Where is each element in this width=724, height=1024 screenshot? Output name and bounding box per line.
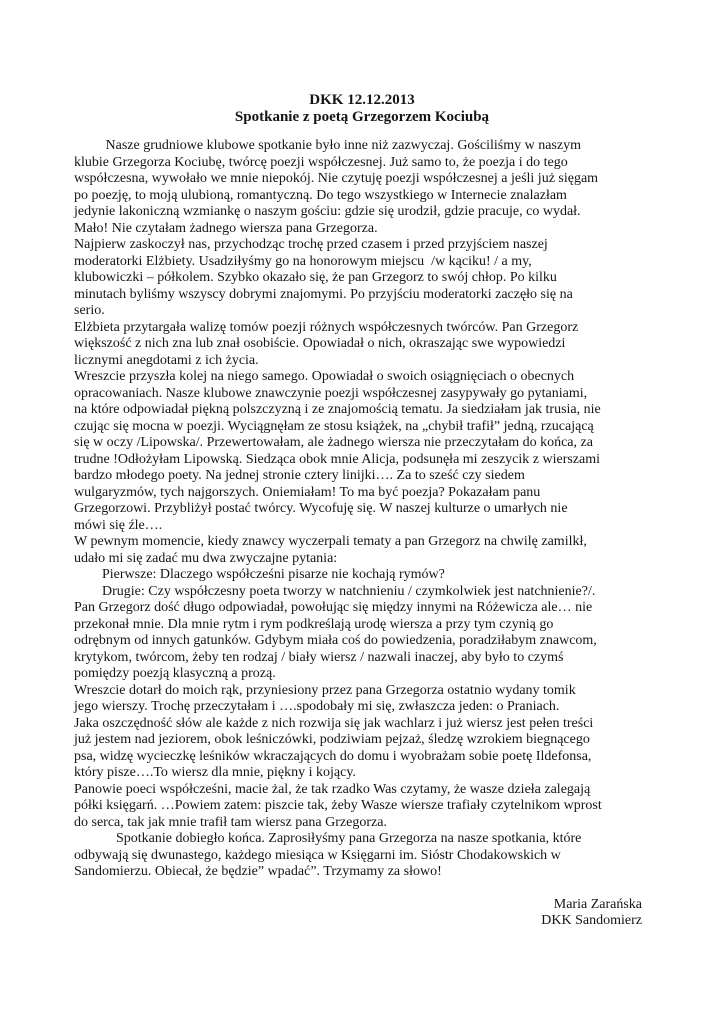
text-line: Wreszcie dotarł do moich rąk, przyniesiony przez pana Grzegorza ostatnio wydany tomik xyxy=(74,682,576,698)
text-line: pomiędzy poezją klasyczną a prozą. xyxy=(74,666,276,681)
text-line: moderatorki Elżbiety. Usadziłyśmy go na honorowym miejscu /w kąciku! / a my, xyxy=(74,253,532,269)
text-line: do serca, tak jak mnie trafił tam wiersz pana Grzegorza. xyxy=(74,814,387,830)
text-line: półki księgarń. …Powiem zatem: piszcie tak, żeby Wasze wiersze trafiały czytelnikom wprost xyxy=(74,798,602,813)
text-line: po poezję, to moją ulubioną, romantyczną. Do tego wszystkiego w Internecie znalazłam xyxy=(74,187,567,203)
text-line: bardzo młodego poety. Na jednej stronie cztery linijki…. Za to sześć czy siedem xyxy=(74,468,525,483)
signature-author: Maria Zarańska xyxy=(553,896,642,912)
text-line: Mało! Nie czytałam żadnego wiersza pana Grzegorza. xyxy=(74,220,378,236)
text-line: Najpierw zaskoczył nas, przychodząc trochę przed czasem i przed przyjściem naszej xyxy=(74,237,548,252)
text-line: opracowaniach. Nasze klubowe znawczynie poezji współczesnej zasypywały go pytaniami, xyxy=(74,385,588,401)
title-line-subject: Spotkanie z poetą Grzegorzem Kociubą xyxy=(234,109,490,125)
text-line: klubowiczki – półkolem. Szybko okazało się, że pan Grzegorz to swój chłop. Po kilku xyxy=(74,270,557,285)
text-line: mówi się źle…. xyxy=(74,517,163,533)
title-line-date: DKK 12.12.2013 xyxy=(309,92,415,108)
text-line: się w oczy /Lipowska/. Przewertowałam, ale żadnego wiersza nie przeczytałam do końca, za xyxy=(74,435,593,450)
text-line: większość z nich zna lub znał osobiście. Opowiadał o nich, okraszając swe wypowiedzi xyxy=(74,336,566,351)
text-line: który pisze….To wiersz dla mnie, piękny i kojący. xyxy=(74,765,356,780)
text-line: przekonał mnie. Dla mnie rytm i rym podkreślają urodę wiersza a przy tym czynią go xyxy=(74,616,554,632)
text-line: Drugie: Czy współczesny poeta tworzy w natchnieniu / czymkolwiek jest natchnienie?/. xyxy=(74,583,596,599)
text-line: współczesna, wywołało we mnie niepokój. Nie czytuję poezji współczesnej a jeśli już sięgam xyxy=(74,171,599,186)
text-line: Wreszcie przyszła kolej na niego samego. Opowiadał o swoich osiągnięciach o obecnych xyxy=(74,369,575,384)
text-line: klubie Grzegorza Kociubę, twórcę poezji współczesnej. Już samo to, że poezja i do tego xyxy=(74,154,568,170)
text-line: serio. xyxy=(74,303,105,318)
signature-organization: DKK Sandomierz xyxy=(541,913,642,928)
text-line: jego wierszy. Trochę przeczytałam i ….spodobały mi się, zwłaszcza jeden: o Praniach. xyxy=(74,699,560,714)
signature-block xyxy=(74,897,666,930)
text-line: minutach byliśmy wszyscy dobrymi znajomymi. Po przyjściu moderatorki zaczęło się na xyxy=(74,286,573,302)
text-line: psa, widzę wycieczkę leśników wkraczających do domu i wyobrażam sobie poetę Ildefonsa, xyxy=(74,748,592,764)
text-line: czując się mocna w poezji. Wyciągnęłam ze stosu książek, na „chybił trafił” jedną, rzucającą xyxy=(74,418,594,434)
text-line: Spotkanie dobiegło końca. Zaprosiłyśmy pana Grzegorza na nasze spotkania, które xyxy=(74,831,582,846)
document-title xyxy=(0,0,724,126)
text-line: jedynie lakoniczną wzmiankę o naszym gościu: gdzie się urodził, gdzie pracuje, co wydał. xyxy=(74,204,581,219)
text-line: udało mi się zadać mu dwa zwyczajne pytania: xyxy=(74,550,338,566)
text-line: trudne !Odłożyłam Lipowską. Siedząca obok mnie Alicja, podsunęła mi zeszycik z wierszami xyxy=(74,451,601,467)
text-line: krytykom, twórcom, żeby ten rodzaj / biały wiersz / nazwali inaczej, aby było to czymś xyxy=(74,649,564,665)
document-body xyxy=(74,138,670,881)
text-line: odrębnym od innych gatunków. Gdybym miała coś do powiedzenia, poradziłabym znawcom, xyxy=(74,633,597,648)
text-line: Sandomierzu. Obiecał, że będzie” wpadać”. Trzymamy za słowo! xyxy=(74,864,442,879)
text-line: już jestem nad jeziorem, obok leśniczówki, podziwiam pejzaż, śledzę wzrokiem biegnącego xyxy=(74,732,590,747)
text-line: licznymi anegdotami z ich życia. xyxy=(74,352,259,368)
text-line: na które odpowiadał piękną polszczyzną i ze znajomością tematu. Ja siedziałam jak trusia, nie xyxy=(74,402,601,417)
text-line: Elżbieta przytargała walizę tomów poezji różnych współczesnych twórców. Pan Grzegorz xyxy=(74,319,579,335)
text-line: wulgaryzmów, tych najgorszych. Oniemiałam! To ma być poezja? Pokazałam panu xyxy=(74,484,541,500)
text-line: W pewnym momencie, kiedy znawcy wyczerpali tematy a pan Grzegorz na chwilę zamilkł, xyxy=(74,534,587,549)
text-line: Pan Grzegorz dość długo odpowiadał, powołując się między innymi na Różewicza ale… nie xyxy=(74,600,593,615)
text-line: Grzegorzowi. Przybliżył postać twórcy. Wycofuję się. W naszej kulturze o umarłych nie xyxy=(74,501,568,516)
text-line: Pierwsze: Dlaczego współcześni pisarze nie kochają rymów? xyxy=(74,567,445,582)
text-line: Nasze grudniowe klubowe spotkanie było inne niż zazwyczaj. Gościliśmy w naszym xyxy=(74,138,581,153)
text-line: Jaka oszczędność słów ale każde z nich rozwija się jak wachlarz i już wiersz jest pełen treści xyxy=(74,715,594,731)
text-line: Panowie poeci współcześni, macie żal, że tak rzadko Was czytamy, że wasze dzieła zalegają xyxy=(74,781,591,797)
text-line: odbywają się dwunastego, każdego miesiąca w Księgarni im. Sióstr Chodakowskich w xyxy=(74,847,561,863)
